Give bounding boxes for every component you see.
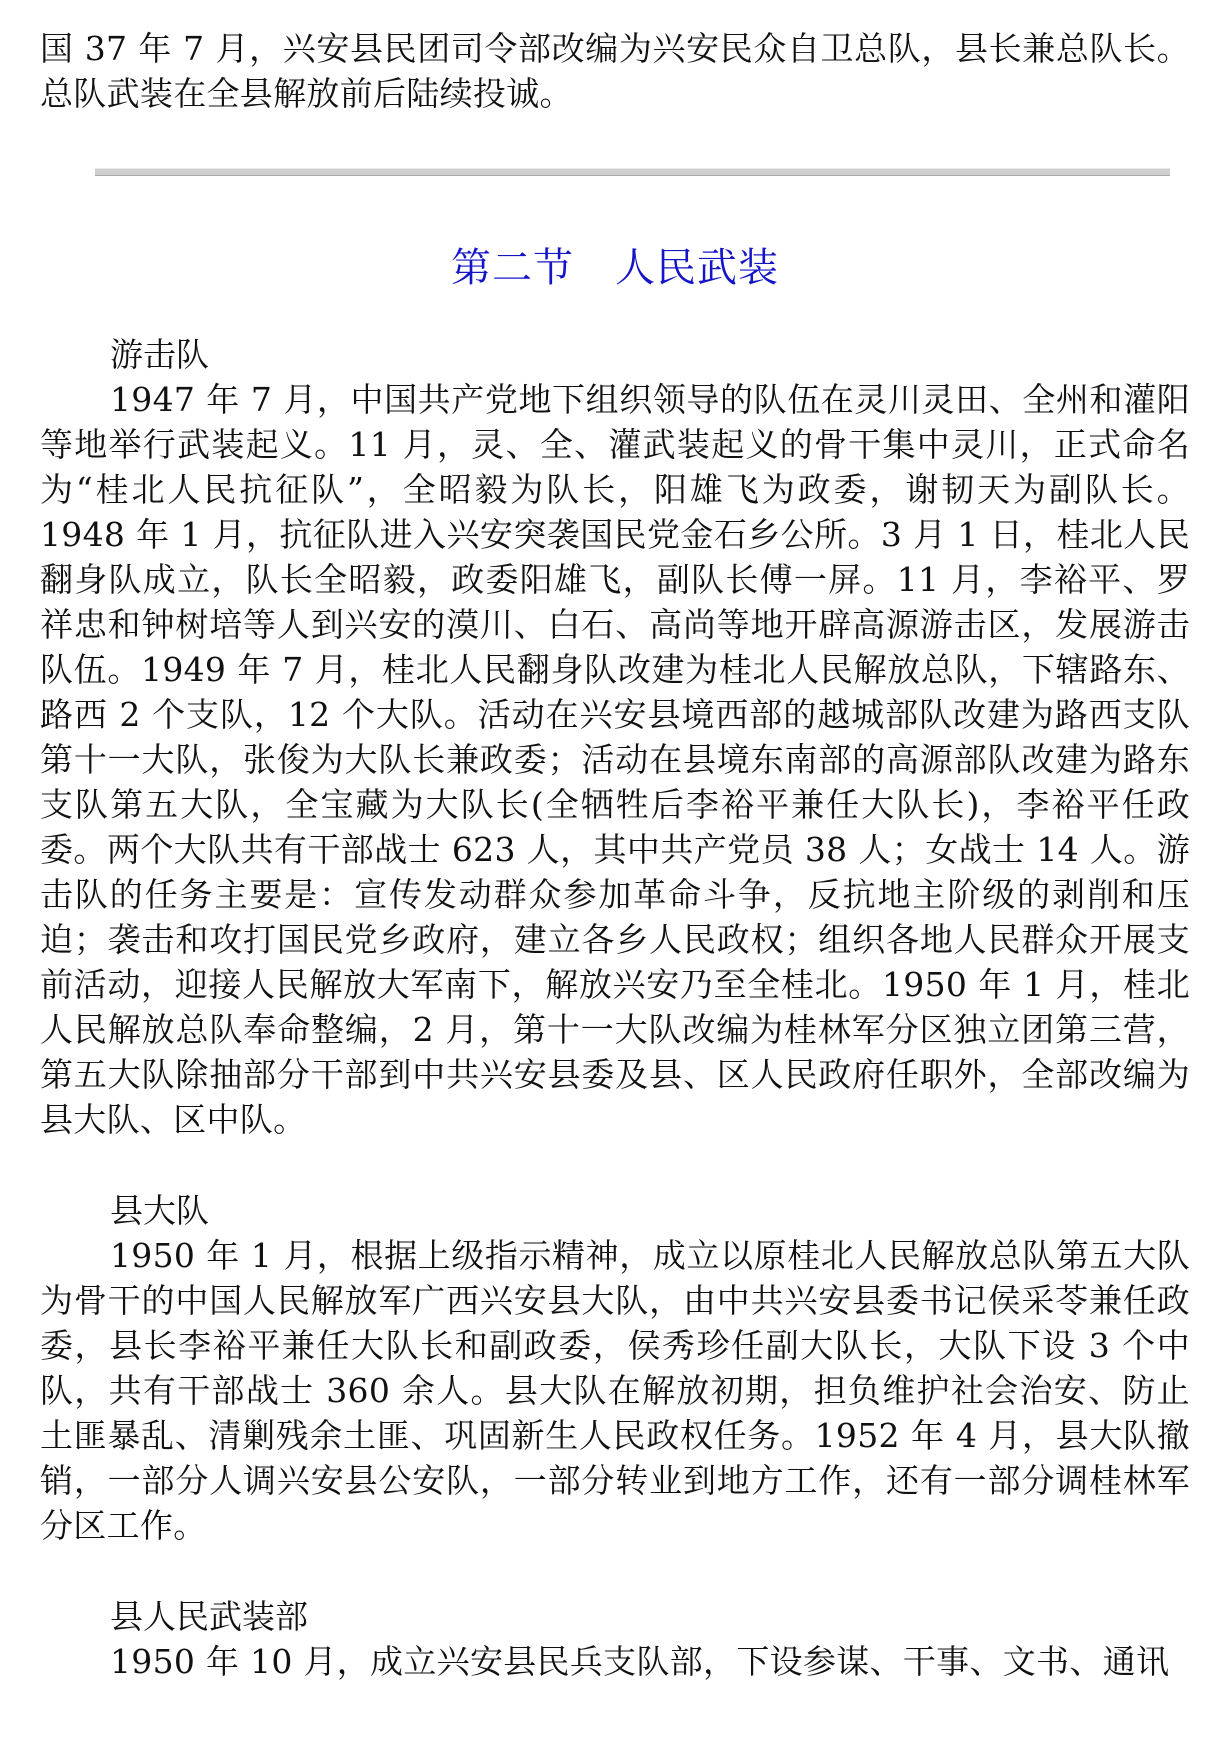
intro-paragraph: 国 37 年 7 月，兴安县民团司令部改编为兴安民众自卫总队，县长兼总队长。总队武装在全县解放前后陆续投诚。 (40, 29, 1190, 113)
subsection-body: 1947 年 7 月，中国共产党地下组织领导的队伍在灵川灵田、全州和灌阳等地举行武装起义。11 月，灵、全、灌武装起义的骨干集中灵川，正式命名为“桂北人民抗征队”，全昭毅为队长，阳雄飞为政委，谢韧天为副队长。1948 年 1 月，抗征队进入兴安突袭国民党金石乡公所。3 月 1 日，桂北人民翻身队成立，队长全昭毅，政委阳雄飞，副队长傅一屏。11 月，李裕平、罗祥忠和钟树培等人到兴安的漠川、白石、高尚等地开辟高源游击区，发展游击队伍。1949 年 7 月，桂北人民翻身队改建为桂北人民解放总队，下辖路东、路西 2 个支队，12 个大队。活动在兴安县境西部的越城部队改建为路西支队第十一大队，张俊为大队长兼政委；活动在县境东南部的高源部队改建为路东支队第五大队，全宝藏为大队长(全牺牲后李裕平兼任大队长)，李裕平任政委。两个大队共有干部战士 623 人，其中共产党员 38 人；女战士 14 人。游击队的任务主要是：宣传发动群众参加革命斗争，反抗地主阶级的剥削和压迫；袭击和攻打国民党乡政府，建立各乡人民政权；组织各地人民群众开展支前活动，迎接人民解放大军南下，解放兴安乃至全桂北。1950 年 1 月，桂北人民解放总队奉命整编，2 月，第十一大队改编为桂林军分区独立团第三营，第五大队除抽部分干部到中共兴安县委及县、区人民政府任职外，全部改编为县大队、区中队。 (40, 380, 1190, 1139)
subsection-heading: 县大队 (110, 1191, 209, 1230)
subsection-heading: 游击队 (110, 335, 209, 374)
subsection-body: 1950 年 10 月，成立兴安县民兵支队部，下设参谋、干事、文书、通讯 (110, 1642, 1170, 1681)
section-title: 第二节 人民武装 (451, 245, 779, 291)
section-armed-forces-dept (40, 1594, 1190, 1684)
document-page (40, 26, 1190, 1684)
subsection-body: 1950 年 1 月，根据上级指示精神，成立以原桂北人民解放总队第五大队为骨干的中国人民解放军广西兴安县大队，由中共兴安县委书记侯采苓兼任政委，县长李裕平兼任大队长和副政委，侯秀珍任副大队长，大队下设 3 个中队，共有干部战士 360 余人。县大队在解放初期，担负维护社会治安、防止土匪暴乱、清剿残余土匪、巩固新生人民政权任务。1952 年 4 月，县大队撤销，一部分人调兴安县公安队，一部分转业到地方工作，还有一部分调桂林军分区工作。 (40, 1236, 1190, 1545)
subsection-heading: 县人民武装部 (110, 1597, 308, 1636)
section-guerrilla (40, 332, 1190, 1142)
section-county-brigade (40, 1188, 1190, 1548)
horizontal-divider (95, 168, 1170, 176)
